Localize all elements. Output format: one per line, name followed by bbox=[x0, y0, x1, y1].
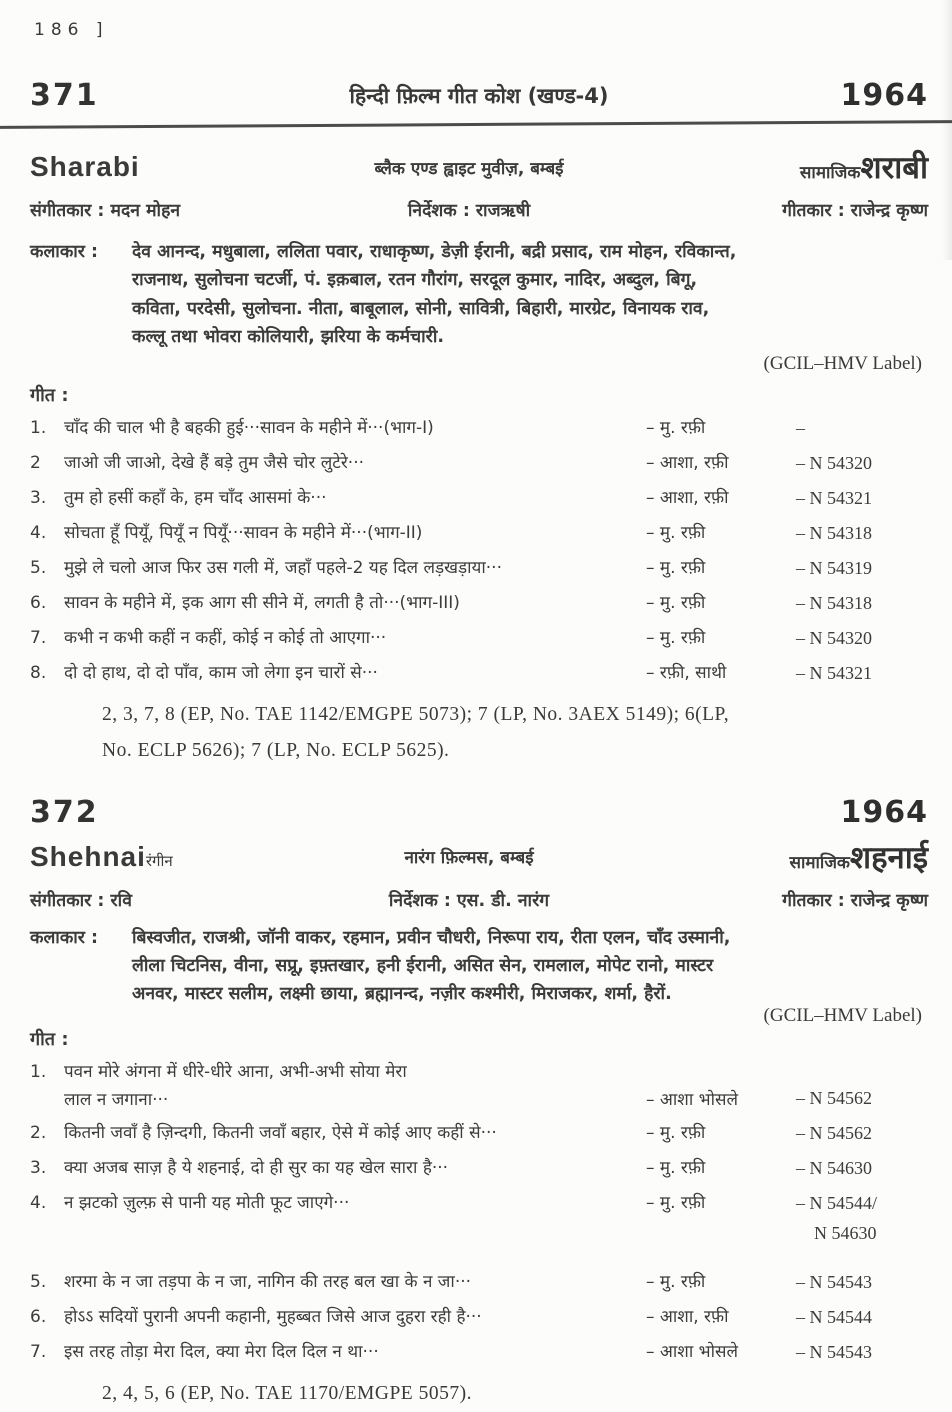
song-singer: – मु. रफ़ी bbox=[646, 557, 706, 578]
song-record-number bbox=[796, 1192, 928, 1245]
film2-music-director: संगीतकार : रवि bbox=[30, 890, 132, 911]
song-record-number: – N 54562 bbox=[796, 1088, 872, 1109]
year-1964-top: 1964 bbox=[840, 78, 928, 113]
film1-cast-label: कलाकार : bbox=[30, 242, 99, 262]
film1-studio: ब्लैक एण्ड ह्वाइट मुवीज़, बम्बई bbox=[374, 158, 564, 179]
song-singer: – मु. रफ़ी bbox=[646, 592, 706, 613]
song-title: शरमा के न जा तड़पा के न जा, नागिन की तरह बल खा के न जा··· bbox=[64, 1271, 472, 1292]
song-number: 5. bbox=[30, 557, 47, 578]
song-row bbox=[30, 662, 928, 685]
song-record-number: – N 54320 bbox=[796, 453, 872, 474]
film1-cast-line-3: कविता, परदेसी, सुलोचना. नीता, बाबूलाल, सोनी, सावित्री, बिहारी, मारग्रेट, विनायक राव, bbox=[132, 298, 710, 319]
song-record-line-2: N 54630 bbox=[814, 1222, 877, 1243]
film1-director: निर्देशक : राजऋषी bbox=[407, 201, 531, 221]
song-record-number: – N 54319 bbox=[796, 557, 872, 578]
film2-cast-line-3: अनवर, मास्टर सलीम, लक्ष्मी छाया, ब्रह्मानन्द, नज़ीर कश्मीरी, मिराजकर, शर्मा, हैरों. bbox=[132, 984, 672, 1005]
song-title: सोचता हूँ पियूँ, पियूँ न पियूँ···सावन के महीने में···(भाग-II) bbox=[64, 523, 423, 544]
song-record-number: – N 54543 bbox=[796, 1271, 872, 1292]
song-title: दो दो हाथ, दो दो पाँव, काम जो लेगा इन चारों से··· bbox=[64, 662, 378, 683]
song-singer: – आशा, रफ़ी bbox=[646, 488, 729, 509]
film1-header bbox=[30, 146, 928, 222]
film2-title-hindi: शहनाई bbox=[850, 839, 928, 876]
song-singer: – मु. रफ़ी bbox=[646, 627, 706, 648]
song-number: 5. bbox=[30, 1271, 47, 1292]
film2-studio: नारंग फ़िल्मस, बम्बई bbox=[404, 848, 534, 869]
song-title: सावन के महीने में, इक आग सी सीने में, लगती है तो···(भाग-III) bbox=[64, 592, 460, 613]
song-record-number: – N 54543 bbox=[796, 1341, 872, 1362]
song-number: 3. bbox=[30, 488, 47, 509]
song-singer: – मु. रफ़ी bbox=[646, 1123, 706, 1144]
film2-entry-header bbox=[30, 795, 928, 830]
song-number: 2 bbox=[30, 453, 41, 474]
entry-number-372: 372 bbox=[30, 794, 99, 830]
film2-cast-line-2: लीला चिटनिस, वीना, सप्रू, इफ़्तखार, हनी ईरानी, असित सेन, रामलाल, मोपेट रानो, मास्टर bbox=[132, 955, 714, 976]
song-record-number: – N 54320 bbox=[796, 627, 872, 648]
song-singer: – आशा भोसले bbox=[646, 1341, 739, 1362]
film2-ep-note-line-1: 2, 4, 5, 6 (EP, No. TAE 1170/EMGPE 5057). bbox=[102, 1382, 472, 1404]
song-title: न झटको ज़ुल्फ़ से पानी यह मोती फूट जाएगे··· bbox=[64, 1193, 350, 1214]
song-record-number: – N 54562 bbox=[796, 1123, 872, 1144]
song-singer: – रफ़ी, साथी bbox=[646, 662, 727, 683]
film2-director: निर्देशक : एस. डी. नारंग bbox=[388, 890, 550, 911]
song-number: 6. bbox=[30, 1306, 47, 1327]
film2-title-text: Shehnai bbox=[30, 840, 146, 872]
film2-cast-lines bbox=[132, 924, 928, 1009]
page-number: 186 ] bbox=[34, 20, 109, 40]
song-singer: – मु. रफ़ी bbox=[646, 1271, 706, 1292]
film2-cast-label: कलाकार : bbox=[30, 927, 99, 948]
song-number: 4. bbox=[30, 523, 47, 544]
song-singer: – मु. रफ़ी bbox=[646, 523, 706, 544]
year-1964-bottom: 1964 bbox=[840, 794, 928, 830]
song-record-number: – N 54544 bbox=[796, 1306, 872, 1327]
song-singer: – आशा भोसले bbox=[646, 1089, 739, 1110]
film1-cast bbox=[30, 238, 928, 351]
song-record-number: – N 54321 bbox=[796, 662, 872, 683]
film1-cast-lines bbox=[132, 238, 928, 351]
song-singer: – आशा, रफ़ी bbox=[646, 1306, 729, 1327]
song-title: कभी न कभी कहीं न कहीं, कोई न कोई तो आएगा··· bbox=[64, 627, 387, 648]
film2-header bbox=[30, 836, 928, 912]
song-number: 6. bbox=[30, 592, 47, 613]
song-row bbox=[30, 1157, 928, 1180]
book-header bbox=[30, 78, 928, 113]
film1-genre: सामाजिक bbox=[799, 163, 861, 183]
song-row bbox=[30, 522, 928, 545]
song-title-line-1: पवन मोरे अंगना में धीरे-धीरे आना, अभी-अभी सोया मेरा bbox=[64, 1061, 407, 1082]
song-number: 8. bbox=[30, 662, 47, 683]
film1-record-label: (GCIL–HMV Label) bbox=[763, 353, 922, 375]
film2-genre-title bbox=[608, 836, 928, 878]
film1-song-list bbox=[30, 417, 928, 685]
film1-ep-lp-note bbox=[30, 697, 928, 769]
song-title: मुझे ले चलो आज फिर उस गली में, जहाँ पहले-2 यह दिल लड़खड़ाया··· bbox=[64, 557, 502, 578]
film1-cast-line-4: कल्लू तथा भोवरा कोलियारी, झरिया के कर्मचारी. bbox=[132, 327, 445, 348]
film2-genre: सामाजिक bbox=[789, 852, 850, 873]
film1-songs-label: गीत : bbox=[30, 385, 69, 407]
song-row bbox=[30, 592, 928, 615]
song-title: कितनी जवाँ है ज़िन्दगी, कितनी जवाँ बहार, ऐसे में कोई आए कहीं से··· bbox=[64, 1123, 497, 1144]
song-row bbox=[30, 1192, 928, 1245]
song-title: जाओ जी जाओ, देखे हैं बड़े तुम जैसे चोर लुटेरे··· bbox=[64, 453, 365, 474]
film2-color-tag: रंगीन bbox=[145, 852, 173, 870]
song-title bbox=[64, 1061, 646, 1111]
song-title: चाँद की चाल भी है बहकी हुई···सावन के महीने में···(भाग-I) bbox=[64, 418, 434, 439]
song-number: 7. bbox=[30, 1341, 47, 1362]
film1-title-english: Sharabi bbox=[30, 151, 140, 182]
film1-title-hindi: शराबी bbox=[860, 150, 928, 186]
song-number: 2. bbox=[30, 1123, 47, 1144]
entry-number-371: 371 bbox=[30, 78, 99, 113]
film2-songs-label: गीत : bbox=[30, 1028, 69, 1050]
song-title: तुम हो हसीं कहाँ के, हम चाँद आसमां के··· bbox=[64, 488, 327, 509]
film1-lyricist: गीतकार : राजेन्द्र कृष्ण bbox=[782, 201, 928, 221]
song-title-line-2: लाल न जगाना··· bbox=[64, 1089, 169, 1110]
song-title: होऽऽ सदियों पुरानी अपनी कहानी, मुहब्बत जिसे आज दुहरा रही है··· bbox=[64, 1306, 482, 1327]
song-row bbox=[30, 1061, 928, 1111]
film1-cast-line-2: राजनाथ, सुलोचना चटर्जी, पं. इक़बाल, रतन गौरांग, सरदूल कुमार, नादिर, अब्दुल, बिगू, bbox=[132, 270, 698, 291]
film2-cast-line-1: बिस्वजीत, राजश्री, जॉनी वाकर, रहमान, प्रवीन चौधरी, निरूपा राय, रीता एलन, चाँद उस्मानी, bbox=[132, 927, 731, 948]
song-singer: – मु. रफ़ी bbox=[646, 1158, 706, 1179]
film2-ep-note bbox=[30, 1376, 928, 1412]
song-number: 4. bbox=[30, 1193, 47, 1214]
film2-cast bbox=[30, 924, 928, 1009]
song-row bbox=[30, 627, 928, 650]
song-number: 3. bbox=[30, 1158, 47, 1179]
song-row bbox=[30, 1306, 928, 1329]
song-record-number: – N 54321 bbox=[796, 488, 872, 509]
song-singer: – आशा, रफ़ी bbox=[646, 453, 729, 474]
song-title: क्या अजब साज़ है ये शहनाई, दो ही सुर का यह खेल सारा है··· bbox=[64, 1158, 449, 1179]
header-divider bbox=[0, 120, 952, 129]
song-row bbox=[30, 487, 928, 510]
film1-cast-line-1: देव आनन्द, मधुबाला, ललिता पवार, राधाकृष्ण, डेज़ी ईरानी, बद्री प्रसाद, राम मोहन, रविकान्त, bbox=[132, 242, 737, 262]
film2-song-list bbox=[30, 1061, 928, 1364]
film2-lyricist: गीतकार : राजेन्द्र कृष्ण bbox=[782, 890, 928, 911]
song-row bbox=[30, 1122, 928, 1145]
song-row bbox=[30, 1271, 928, 1294]
song-row bbox=[30, 557, 928, 580]
film1-ep-note-line-2: No. ECLP 5626); 7 (LP, No. ECLP 5625). bbox=[102, 739, 450, 761]
film1-music-director: संगीतकार : मदन मोहन bbox=[30, 201, 181, 221]
song-row bbox=[30, 452, 928, 475]
song-record-number: – N 54318 bbox=[796, 523, 872, 544]
song-number: 7. bbox=[30, 627, 47, 648]
song-singer: – मु. रफ़ी bbox=[646, 418, 706, 439]
song-record-number: – bbox=[796, 418, 805, 439]
film2-record-label: (GCIL–HMV Label) bbox=[763, 1004, 922, 1026]
book-title: हिन्दी फ़िल्म गीत कोश (खण्ड-4) bbox=[349, 83, 609, 108]
song-row bbox=[30, 417, 928, 440]
song-record-number: – N 54630 bbox=[796, 1158, 872, 1179]
song-title: इस तरह तोड़ा मेरा दिल, क्या मेरा दिल दिल न था··· bbox=[64, 1341, 379, 1362]
song-number: 1. bbox=[30, 418, 47, 439]
film1-genre-title bbox=[608, 146, 928, 188]
film1-ep-note-line-1: 2, 3, 7, 8 (EP, No. TAE 1142/EMGPE 5073); 7 (LP, No. 3AEX 5149); 6(LP, bbox=[102, 703, 730, 725]
song-record-line-1: – N 54544/ bbox=[796, 1193, 877, 1214]
song-number: 1. bbox=[30, 1061, 47, 1082]
film2-title-english bbox=[30, 841, 330, 873]
song-record-number: – N 54318 bbox=[796, 592, 872, 613]
song-singer: – मु. रफ़ी bbox=[646, 1193, 706, 1214]
song-row bbox=[30, 1341, 928, 1364]
